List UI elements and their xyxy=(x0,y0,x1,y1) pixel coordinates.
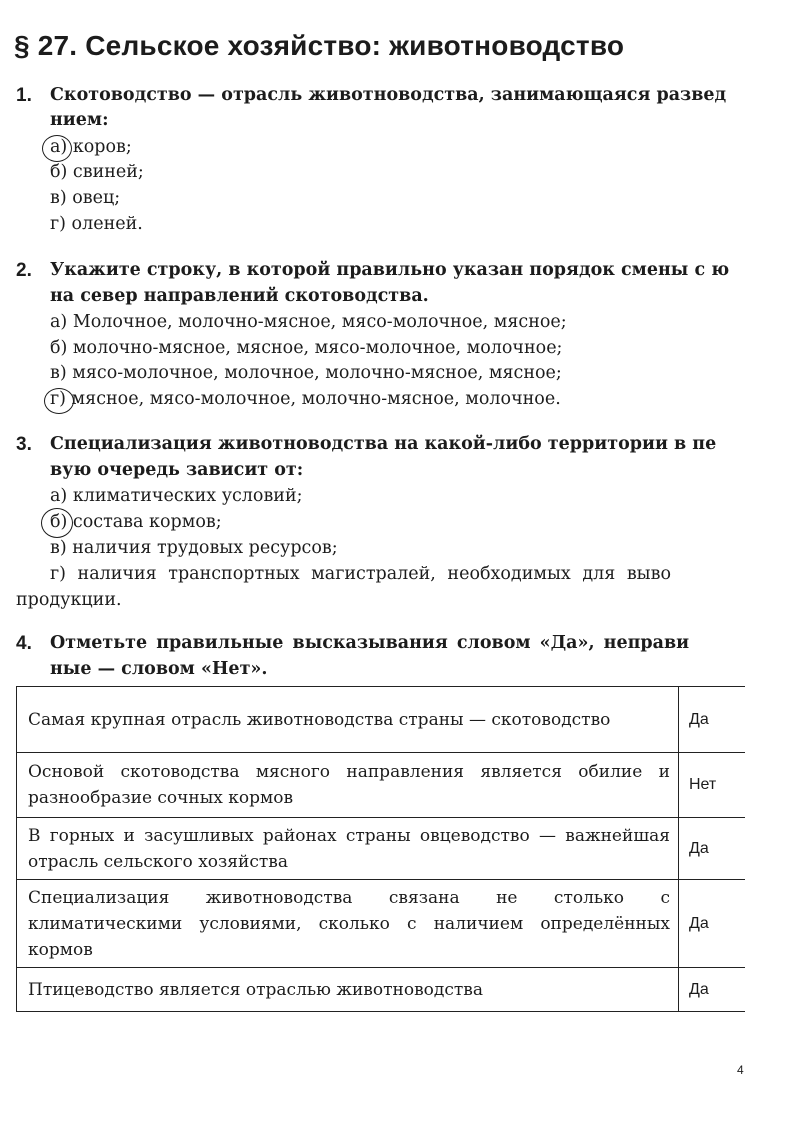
option-b[interactable]: б) молочно-мясное, мясное, мясо-молочное, молочное; xyxy=(50,338,563,358)
statement-cell: В горных и засушливых районах страны овцеводство — важнейшая отрасль сельского хозяйства xyxy=(17,818,679,880)
statement-cell: Самая крупная отрасль животноводства страны — скотоводство xyxy=(17,687,679,753)
question-number: 3. xyxy=(16,434,32,455)
answer-cell[interactable]: Да xyxy=(679,880,745,968)
option-b[interactable]: б) свиней; xyxy=(50,162,144,182)
option-a[interactable]: а) Молочное, молочно-мясное, мясо-молочное, мясное; xyxy=(50,312,567,332)
question-text-line: Укажите строку, в которой правильно указан порядок смены с ю xyxy=(50,260,730,280)
question-text-line: Скотоводство — отрасль животноводства, занимающаяся развед xyxy=(50,85,727,105)
table-row xyxy=(17,753,745,818)
option-c[interactable]: в) овец; xyxy=(50,188,121,208)
table-row xyxy=(17,968,745,1012)
question-text-line: Отметьте правильные высказывания словом «Да», неправи xyxy=(50,633,690,653)
answers-table xyxy=(16,686,745,1012)
page-number: 4 xyxy=(737,1063,744,1077)
statement-cell: Специализация животноводства связана не столько с климатическими условиями, сколько с наличием определённых кормов xyxy=(17,880,679,968)
question-text-line: ные — словом «Нет». xyxy=(50,659,268,679)
question-number: 1. xyxy=(16,85,32,106)
question-text-line: вую очередь зависит от: xyxy=(50,460,304,480)
option-a[interactable]: а) климатических условий; xyxy=(50,486,303,506)
question-text-line: нием: xyxy=(50,110,109,130)
answer-cell[interactable]: Да xyxy=(679,687,745,753)
option-a[interactable]: а) коров; xyxy=(50,137,132,157)
statement-cell: Птицеводство является отраслью животноводства xyxy=(17,968,679,1012)
question-number: 2. xyxy=(16,260,32,281)
option-d-continuation: продукции. xyxy=(16,590,122,610)
answer-cell[interactable]: Да xyxy=(679,818,745,880)
table-row xyxy=(17,818,745,880)
question-number: 4. xyxy=(16,633,32,654)
answer-cell[interactable]: Нет xyxy=(679,753,745,818)
selected-answer-circle xyxy=(41,508,73,538)
table-row xyxy=(17,687,745,753)
table-row xyxy=(17,880,745,968)
option-d[interactable]: г) наличия транспортных магистралей, необходимых для выво xyxy=(50,564,671,584)
selected-answer-circle xyxy=(44,388,74,414)
selected-answer-circle xyxy=(42,135,72,162)
question-text-line: на север направлений скотоводства. xyxy=(50,286,429,306)
option-c[interactable]: в) наличия трудовых ресурсов; xyxy=(50,538,338,558)
answer-cell[interactable]: Да xyxy=(679,968,745,1012)
page-title: § 27. Сельское хозяйство: животноводство xyxy=(14,30,625,61)
question-text-line: Специализация животноводства на какой-либо территории в пе xyxy=(50,434,717,454)
option-d[interactable]: г) мясное, мясо-молочное, молочно-мясное, молочное. xyxy=(50,389,561,409)
statement-cell: Основой скотоводства мясного направления является обилие и разнообразие сочных кормов xyxy=(17,753,679,818)
option-c[interactable]: в) мясо-молочное, молочное, молочно-мясное, мясное; xyxy=(50,363,562,383)
option-b[interactable]: б) состава кормов; xyxy=(50,512,222,532)
option-d[interactable]: г) оленей. xyxy=(50,214,143,234)
